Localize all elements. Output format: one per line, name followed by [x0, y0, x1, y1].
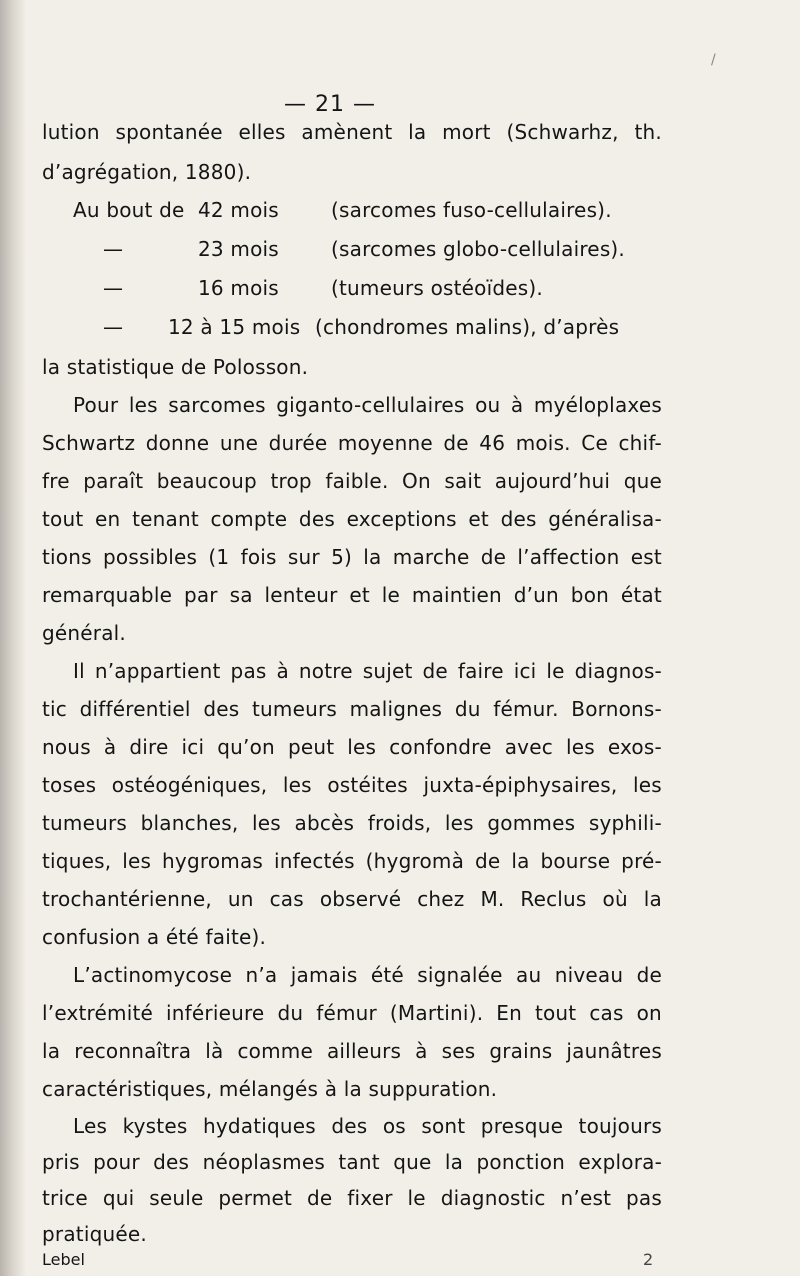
word: gommes	[487, 811, 576, 835]
word: des	[153, 1150, 190, 1174]
word: fre	[42, 469, 70, 493]
word: giganto-cellulaires	[276, 393, 465, 417]
stat-row	[0, 315, 800, 345]
word: ou	[475, 393, 501, 417]
word: à	[510, 393, 524, 417]
word: des	[298, 507, 335, 531]
word: peut	[287, 735, 335, 759]
word: myéloplaxes	[533, 393, 662, 417]
word: que	[393, 1150, 432, 1174]
word: Schwartz	[42, 431, 136, 455]
word: ici	[181, 735, 205, 759]
text-line	[42, 1001, 662, 1025]
text-line	[42, 583, 662, 607]
text-line	[42, 1039, 662, 1063]
word: tumeurs	[42, 811, 128, 835]
word: aujourd’hui	[494, 469, 611, 493]
word: ponction	[476, 1150, 566, 1174]
word: pré-	[621, 849, 662, 873]
text-line	[42, 469, 662, 493]
word: tions	[42, 545, 92, 569]
word: et	[468, 507, 489, 531]
word: fois	[240, 545, 277, 569]
word: inférieure	[166, 1001, 265, 1025]
word: froids,	[367, 811, 432, 835]
word: à	[103, 735, 117, 759]
text-line	[42, 697, 662, 721]
word: la	[42, 1039, 61, 1063]
word: cas	[589, 1001, 624, 1025]
word: faible.	[325, 469, 389, 493]
word: tiques,	[42, 849, 112, 873]
text-line: général.	[42, 621, 126, 645]
stat-duration: 23 mois	[198, 237, 279, 261]
stat-kind: (tumeurs ostéoïdes).	[331, 276, 543, 300]
word: sait	[444, 469, 482, 493]
word: malignes	[349, 697, 443, 721]
word: seule	[149, 1186, 204, 1210]
word: tant	[338, 1150, 380, 1174]
word: au	[516, 963, 542, 987]
word: elles	[238, 120, 286, 144]
word: blanches,	[140, 811, 239, 835]
word: compte	[210, 507, 288, 531]
word: sa	[229, 583, 253, 607]
word: de	[474, 849, 501, 873]
stat-lead: Au bout de	[73, 198, 185, 222]
word: néoplasmes	[202, 1150, 325, 1174]
word: ici	[513, 659, 537, 683]
word: cas	[269, 887, 304, 911]
word: du	[277, 1001, 304, 1025]
text-line	[42, 1186, 662, 1210]
word: mort	[442, 120, 491, 144]
footer-signature: 2	[643, 1250, 654, 1269]
word: n’a	[245, 963, 278, 987]
word: pour	[93, 1150, 140, 1174]
word: jaunâtres	[566, 1039, 662, 1063]
word: n’est	[560, 1186, 612, 1210]
word: été	[370, 963, 404, 987]
word: différentiel	[79, 697, 191, 721]
word: diagnostic	[440, 1186, 546, 1210]
word: Ce	[581, 431, 608, 455]
word: th.	[634, 120, 662, 144]
word: là	[205, 1039, 224, 1063]
word: les	[633, 773, 662, 797]
stat-lead: —	[103, 237, 124, 261]
word: les	[565, 735, 595, 759]
text-line	[42, 887, 662, 911]
word: des	[500, 507, 537, 531]
word: ostéogéniques,	[111, 773, 268, 797]
word: les	[444, 811, 474, 835]
word: explora-	[578, 1150, 662, 1174]
word: moyenne	[337, 431, 433, 455]
word: Il	[73, 659, 85, 683]
word: des	[203, 697, 240, 721]
word: maintien	[411, 583, 502, 607]
word: avec	[504, 735, 553, 759]
text-line	[42, 773, 662, 797]
word: sujet	[362, 659, 413, 683]
word: tumeurs	[251, 697, 337, 721]
word: les	[347, 735, 377, 759]
word: pas	[626, 1186, 662, 1210]
stat-row	[0, 237, 800, 267]
text-line: caractéristiques, mélangés à la suppuration.	[42, 1077, 498, 1101]
word: mois.	[515, 431, 571, 455]
word: un	[227, 887, 254, 911]
text-line	[73, 1114, 662, 1138]
text-line	[73, 393, 662, 417]
text-line	[73, 963, 662, 987]
word: marche	[392, 545, 470, 569]
word: nous	[42, 735, 91, 759]
word: de	[443, 431, 469, 455]
word: En	[496, 1001, 522, 1025]
word: bon	[570, 583, 610, 607]
word: tic	[42, 697, 67, 721]
word: du	[454, 697, 481, 721]
word: chez	[417, 887, 465, 911]
word: sont	[421, 1114, 466, 1138]
word: la	[511, 849, 530, 873]
word: Pour	[73, 393, 119, 417]
text-line: la statistique de Polosson.	[42, 355, 309, 379]
word: abcès	[294, 811, 355, 835]
word: (Martini).	[389, 1001, 484, 1025]
word: diagnos-	[574, 659, 662, 683]
word: 5)	[331, 545, 353, 569]
word: remarquable	[42, 583, 173, 607]
word: pris	[42, 1150, 80, 1174]
word: (1	[208, 545, 230, 569]
stat-kind: (chondromes malins), d’après	[315, 315, 620, 339]
word: de	[306, 1186, 333, 1210]
word: durée	[268, 431, 328, 455]
word: presque	[480, 1114, 564, 1138]
word: bourse	[540, 849, 611, 873]
word: trop	[270, 469, 312, 493]
word: jamais	[290, 963, 358, 987]
word: amènent	[301, 120, 393, 144]
stat-kind: (sarcomes fuso-cellulaires).	[331, 198, 612, 222]
word: syphili-	[588, 811, 662, 835]
text-line	[42, 120, 662, 144]
page-edge-shadow	[0, 0, 26, 1276]
word: comme	[237, 1039, 313, 1063]
word: trice	[42, 1186, 88, 1210]
word: chif-	[618, 431, 662, 455]
word: le	[546, 659, 565, 683]
stat-duration: 42 mois	[198, 198, 279, 222]
footer-author: Lebel	[42, 1250, 85, 1269]
word: ses	[441, 1039, 476, 1063]
word: la	[408, 120, 427, 144]
word: en	[95, 507, 121, 531]
stat-row	[0, 198, 800, 228]
word: lution	[42, 120, 100, 144]
page-number: — 21 —	[284, 92, 376, 117]
word: M.	[480, 887, 505, 911]
word: exceptions	[346, 507, 457, 531]
word: Les	[73, 1114, 108, 1138]
word: une	[219, 431, 259, 455]
text-line	[73, 659, 662, 683]
word: faire	[457, 659, 504, 683]
word: la	[444, 1150, 464, 1174]
word: donne	[145, 431, 210, 455]
word: 46	[479, 431, 506, 455]
word: Reclus	[520, 887, 587, 911]
stat-duration: 16 mois	[198, 276, 279, 300]
word: à	[415, 1039, 428, 1063]
corner-mark: /	[711, 52, 716, 68]
word: hydatiques	[202, 1114, 316, 1138]
word: hygromas	[162, 849, 264, 873]
word: les	[252, 811, 281, 835]
word: toses	[42, 773, 97, 797]
word: sur	[287, 545, 320, 569]
word: observé	[319, 887, 402, 911]
word: par	[183, 583, 218, 607]
word: reconnaîtra	[74, 1039, 192, 1063]
word: (Schwarhz,	[506, 120, 619, 144]
word: tout	[42, 507, 84, 531]
word: On	[402, 469, 431, 493]
word: n’appartient	[94, 659, 221, 683]
word: spontanée	[115, 120, 223, 144]
word: de	[422, 659, 448, 683]
text-line: pratiquée.	[42, 1222, 147, 1246]
stat-lead: —	[103, 276, 124, 300]
word: exos-	[607, 735, 662, 759]
word: pas	[230, 659, 267, 683]
word: est	[630, 545, 662, 569]
word: lenteur	[264, 583, 338, 607]
text-line	[42, 507, 662, 531]
text-line	[42, 849, 662, 873]
text-line: d’agrégation, 1880).	[42, 160, 252, 184]
text-line	[42, 1150, 662, 1174]
word: la	[643, 887, 662, 911]
word: la	[363, 545, 382, 569]
word: signalée	[417, 963, 503, 987]
word: ailleurs	[326, 1039, 402, 1063]
word: tout	[534, 1001, 577, 1025]
word: que	[623, 469, 662, 493]
word: infectés	[273, 849, 355, 873]
word: trochantérienne,	[42, 887, 212, 911]
word: qui	[102, 1186, 135, 1210]
word: L’actinomycose	[73, 963, 233, 987]
stat-row	[0, 276, 800, 306]
word: (hygromà	[365, 849, 465, 873]
stat-kind: (sarcomes globo-cellulaires).	[331, 237, 625, 261]
word: notre	[298, 659, 353, 683]
word: beaucoup	[156, 469, 257, 493]
word: ostéites	[327, 773, 408, 797]
word: fémur	[316, 1001, 377, 1025]
word: on	[636, 1001, 662, 1025]
word: niveau	[554, 963, 624, 987]
word: de	[480, 545, 507, 569]
stat-duration: 12 à 15 mois	[168, 315, 301, 339]
text-line	[42, 811, 662, 835]
word: grains	[489, 1039, 553, 1063]
word: et	[349, 583, 370, 607]
word: où	[602, 887, 628, 911]
word: l’affection	[517, 545, 620, 569]
stat-lead: —	[103, 315, 124, 339]
word: le	[381, 583, 401, 607]
word: généralisa-	[548, 507, 662, 531]
word: toujours	[578, 1114, 662, 1138]
word: qu’on	[217, 735, 275, 759]
word: Bornons-	[571, 697, 662, 721]
word: juxta-épiphysaires,	[423, 773, 618, 797]
word: état	[620, 583, 662, 607]
word: de	[636, 963, 662, 987]
word: fémur.	[493, 697, 559, 721]
word: les	[282, 773, 312, 797]
word: l’extrémité	[42, 1001, 154, 1025]
word: fixer	[347, 1186, 393, 1210]
word: permet	[218, 1186, 293, 1210]
text-line	[42, 545, 662, 569]
word: confondre	[389, 735, 492, 759]
word: sarcomes	[168, 393, 266, 417]
text-line: confusion a été faite).	[42, 925, 267, 949]
word: à	[276, 659, 289, 683]
word: os	[382, 1114, 406, 1138]
word: dire	[129, 735, 169, 759]
text-line	[42, 735, 662, 759]
word: tenant	[132, 507, 199, 531]
word: kystes	[122, 1114, 188, 1138]
word: le	[407, 1186, 426, 1210]
word: d’un	[513, 583, 559, 607]
word: possibles	[103, 545, 198, 569]
text-line	[42, 431, 662, 455]
word: les	[128, 393, 158, 417]
word: les	[122, 849, 152, 873]
word: des	[331, 1114, 368, 1138]
word: paraît	[83, 469, 144, 493]
